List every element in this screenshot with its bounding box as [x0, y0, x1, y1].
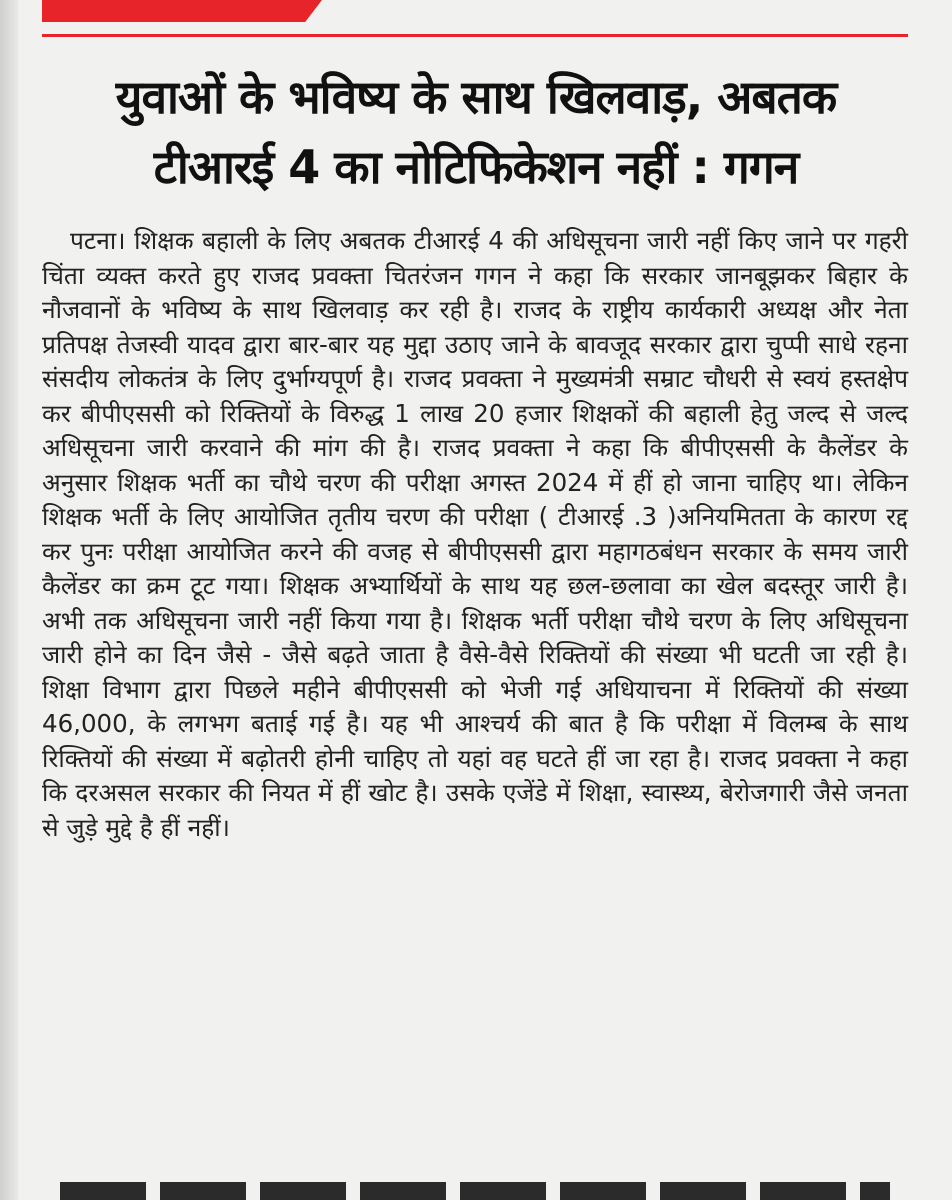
page-edge-shadow — [0, 0, 18, 1200]
headline-line-2: टीआरई 4 का नोटिफिकेशन नहीं : गगन — [153, 140, 799, 194]
headline-line-1: युवाओं के भविष्य के साथ खिलवाड़, अबतक — [115, 70, 837, 124]
section-tab-decoration — [42, 0, 322, 22]
article-body: पटना। शिक्षक बहाली के लिए अबतक टीआरई 4 की अधिसूचना जारी नहीं किए जाने पर गहरी चिंता व्यक्त करते हुए राजद प्रवक्ता चितरंजन गगन ने कहा कि सरकार जानबूझकर बिहार के नौजवानों के भविष्य के साथ खिलवाड़ कर रही है। राजद के राष्ट्रीय कार्यकारी अध्यक्ष और नेता प्रतिपक्ष तेजस्वी यादव द्वारा बार-बार यह मुद्दा उठाए जाने के बावजूद सरकार द्वारा चुप्पी साधे रहना संसदीय लोकतंत्र के लिए दुर्भाग्यपूर्ण है। राजद प्रवक्ता ने मुख्यमंत्री सम्राट चौधरी से स्वयं हस्तक्षेप कर बीपीएससी को रिक्तियों के विरुद्ध 1 लाख 20 हजार शिक्षकों की बहाली हेतु जल्द से जल्द अधिसूचना जारी करवाने की मांग की है। राजद प्रवक्ता ने कहा कि बीपीएससी के कैलेंडर के अनुसार शिक्षक भर्ती का चौथे चरण की परीक्षा अगस्त 2024 में हीं हो जाना चाहिए था। लेकिन शिक्षक भर्ती के लिए आयोजित तृतीय चरण की परीक्षा ( टीआरई .3 )अनियमितता के कारण रद्द कर पुनः परीक्षा आयोजित करने की वजह से बीपीएससी द्वारा महागठबंधन सरकार के समय जारी कैलेंडर का क्रम टूट गया। शिक्षक अभ्यार्थियों के साथ यह छल-छलावा का खेल बदस्तूर जारी है। अभी तक अधिसूचना जारी नहीं किया गया है। शिक्षक भर्ती परीक्षा चौथे चरण के लिए अधिसूचना जारी होने का दिन जैसे - जैसे बढ़ते जाता है वैसे-वैसे रिक्तियों की संख्या भी घटती जा रही है। शिक्षा विभाग द्वारा पिछले महीने बीपीएससी को भेजी गई अधियाचना में रिक्तियों की संख्या 46,000, के लगभग बताई गई है। यह भी आश्चर्य की बात है कि परीक्षा में विलम्ब के साथ रिक्तियों की संख्या में बढ़ोतरी होनी चाहिए तो यहां वह घटते हीं जा रहा है। राजद प्रवक्ता ने कहा कि दरअसल सरकार की नियत में हीं खोट है। उसके एजेंडे में शिक्षा, स्वास्थ्य, बेरोजगारी जैसे जनता से जुड़े मुद्दे है हीं नहीं। — [42, 226, 908, 842]
article-headline — [46, 62, 906, 202]
next-headline-cutoff — [60, 1182, 890, 1200]
header-rule — [42, 34, 908, 37]
